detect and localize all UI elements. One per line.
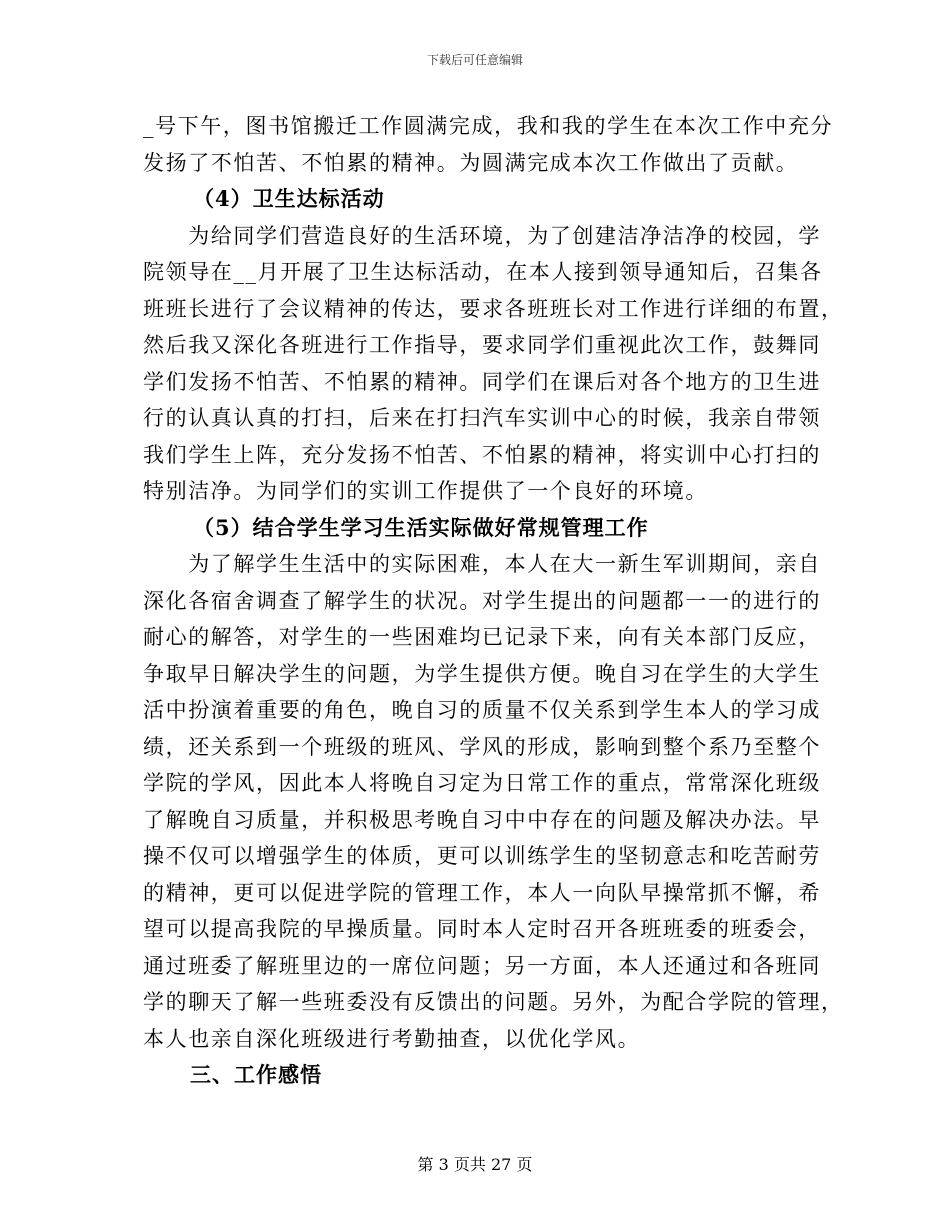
section-heading: 三、工作感悟	[190, 1062, 322, 1087]
paragraph-line: 为给同学们营造良好的生活环境，为了创建洁净洁净的校园，学	[143, 223, 821, 248]
paragraph-line: 望可以提高我院的早操质量。同时本人定时召开各班班委的班委会，	[143, 917, 821, 941]
subsection-heading: （4）卫生达标活动	[193, 186, 385, 211]
paragraph-line: 耐心的解答，对学生的一些困难均已记录下来，向有关本部门反应，	[143, 625, 821, 649]
page-header: 下载后可任意编辑	[426, 53, 523, 67]
paragraph-line: 通过班委了解班里边的一席位问题；另一方面，本人还通过和各班同	[143, 953, 821, 978]
paragraph-line: 活中扮演着重要的角色，晚自习的质量不仅关系到学生本人的学习成	[143, 698, 821, 722]
paragraph-line: 发扬了不怕苦、不怕累的精神。为圆满完成本次工作做出了贡献。	[143, 150, 799, 175]
paragraph-line: 操不仅可以增强学生的体质，更可以训练学生的坚韧意志和吃苦耐劳	[143, 844, 821, 868]
paragraph-line: 班班长进行了会议精神的传达，要求各班班长对工作进行详细的布置，	[143, 296, 844, 321]
paragraph-line: 的精神，更可以促进学院的管理工作，本人一向队早操常抓不懈，希	[143, 880, 821, 905]
paragraph-line: 学的聊天了解一些班委没有反馈出的问题。另外，为配合学院的管理，	[143, 990, 844, 1014]
paragraph-line: 为了解学生生活中的实际困难，本人在大一新生军训期间，亲自	[143, 552, 821, 576]
paragraph-line: _号下午，图书馆搬迁工作圆满完成，我和我的学生在本次工作中充分	[143, 114, 834, 138]
paragraph-line: 学院的学风，因此本人将晚自习定为日常工作的重点，常常深化班级	[143, 771, 821, 795]
subsection-heading: （5）结合学生学习生活实际做好常规管理工作	[193, 514, 649, 540]
paragraph-line: 争取早日解决学生的问题，为学生提供方便。晚自习在学生的大学生	[143, 661, 821, 686]
paragraph-line: 院领导在__月开展了卫生达标活动，在本人接到领导通知后，召集各	[143, 260, 823, 284]
paragraph-line: 我们学生上阵，充分发扬不怕苦、不怕累的精神，将实训中心打扫的	[143, 442, 821, 467]
paragraph-line: 特别洁净。为同学们的实训工作提供了一个良好的环境。	[143, 479, 708, 503]
paragraph-line: 学们发扬不怕苦、不怕累的精神。同学们在课后对各个地方的卫生进	[143, 369, 821, 394]
paragraph-line: 然后我又深化各班进行工作指导，要求同学们重视此次工作，鼓舞同	[143, 333, 821, 357]
page-number: 第 3 页共 27 页	[417, 1155, 533, 1174]
document-body	[143, 108, 844, 1094]
paragraph-line: 绩，还关系到一个班级的班风、学风的形成，影响到整个系乃至整个	[143, 734, 821, 759]
paragraph-line: 本人也亲自深化班级进行考勤抽查，以优化学风。	[143, 1026, 641, 1051]
paragraph-line: 了解晚自习质量，并积极思考晚自习中中存在的问题及解决办法。早	[143, 807, 821, 832]
paragraph-line: 深化各宿舍调查了解学生的状况。对学生提出的问题都一一的进行的	[143, 588, 821, 613]
paragraph-line: 行的认真认真的打扫，后来在打扫汽车实训中心的时候，我亲自带领	[143, 406, 821, 430]
